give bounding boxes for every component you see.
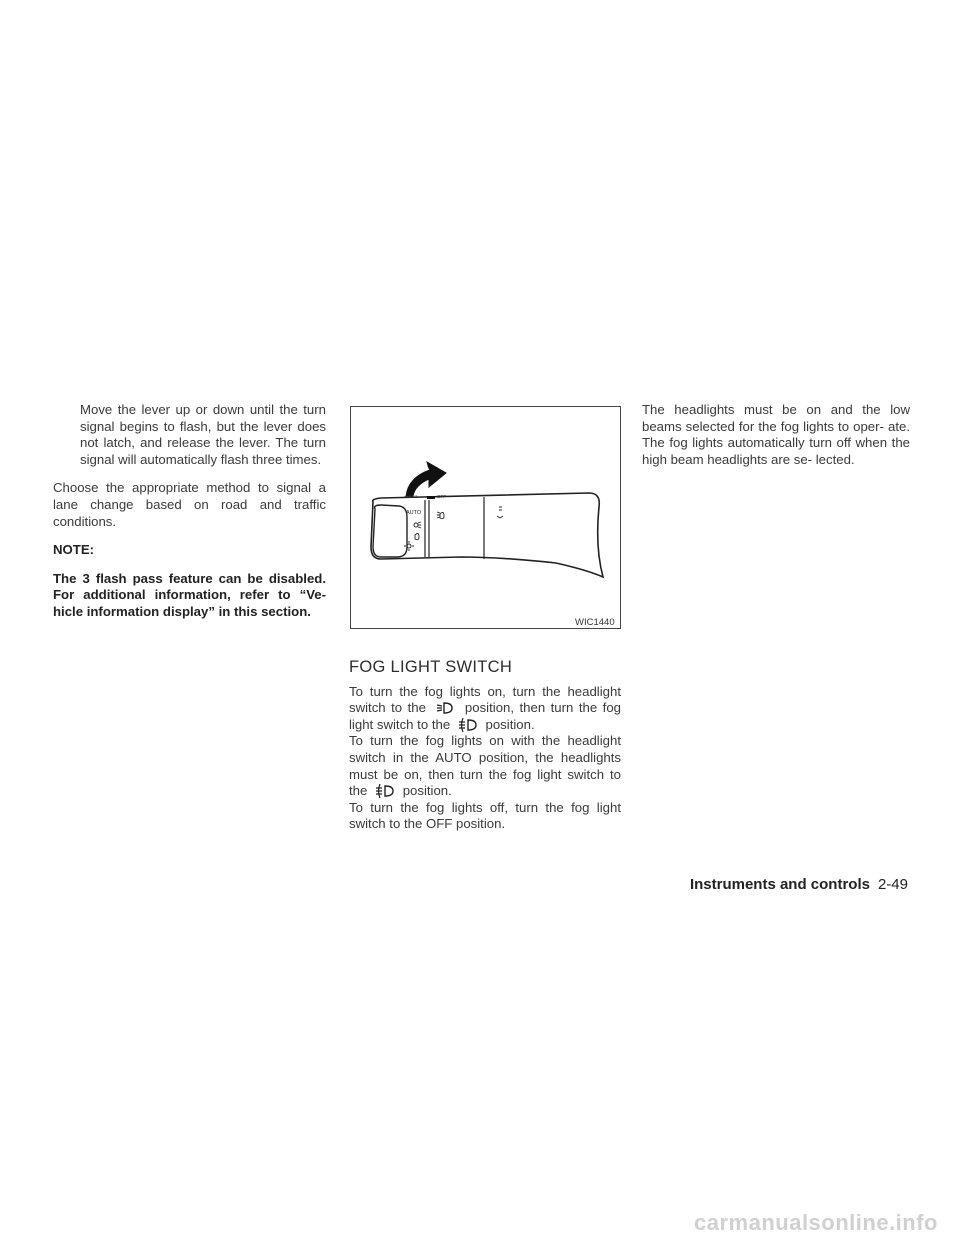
text: To turn the fog lights on, turn the headlight switch to the	[349, 683, 621, 716]
fog-light-icon	[457, 718, 479, 732]
figure-label-tail: TAIL	[409, 494, 419, 499]
headlight-icon	[434, 701, 456, 715]
note-text: The 3 flash pass feature can be disabled. For additional information, refer to “Ve- hicle information display” in this section.	[53, 570, 326, 619]
fog-light-icon	[374, 784, 396, 798]
paragraph	[349, 684, 621, 734]
paragraph: Choose the appropriate method to signal a lane change based on road and traffic conditions.	[53, 480, 326, 529]
paragraph	[349, 733, 621, 799]
text: position, then turn the fog light switch to the	[349, 700, 621, 732]
page-number: 2-49	[877, 876, 908, 893]
section-heading: FOG LIGHT SWITCH	[349, 658, 513, 676]
note-label: NOTE:	[53, 542, 95, 558]
step-text: Move the lever up or down until the turn signal begins to flash, but the lever does not latch, and release the lever. The turn signal will automatically flash three times.	[80, 402, 326, 467]
watermark: carmanualsonline.info	[694, 1210, 938, 1235]
paragraph: The headlights must be on and the low beams selected for the fog lights to oper- ate. The fog lights automatically turn off when the high beam headlights are se- lected.	[642, 402, 910, 467]
text: position.	[402, 783, 452, 799]
text: position.	[485, 716, 535, 732]
combination-switch-figure	[350, 406, 621, 629]
left-column	[53, 402, 326, 621]
figure-code: WIC1440	[575, 617, 615, 628]
right-column	[642, 402, 910, 468]
figure-label-off: OFF	[437, 494, 446, 499]
text: To turn the fog lights on with the headlight switch in the AUTO position, the headlights must be on, then turn the fog light switch to the	[349, 733, 621, 799]
paragraph: To turn the fog lights off, turn the fog light switch to the OFF position.	[349, 799, 621, 832]
middle-column	[349, 659, 621, 833]
section-name: Instruments and controls	[689, 876, 870, 893]
page-footer	[690, 876, 908, 893]
light-lever-illustration	[351, 407, 620, 628]
figure-label-auto: AUTO	[406, 510, 422, 516]
